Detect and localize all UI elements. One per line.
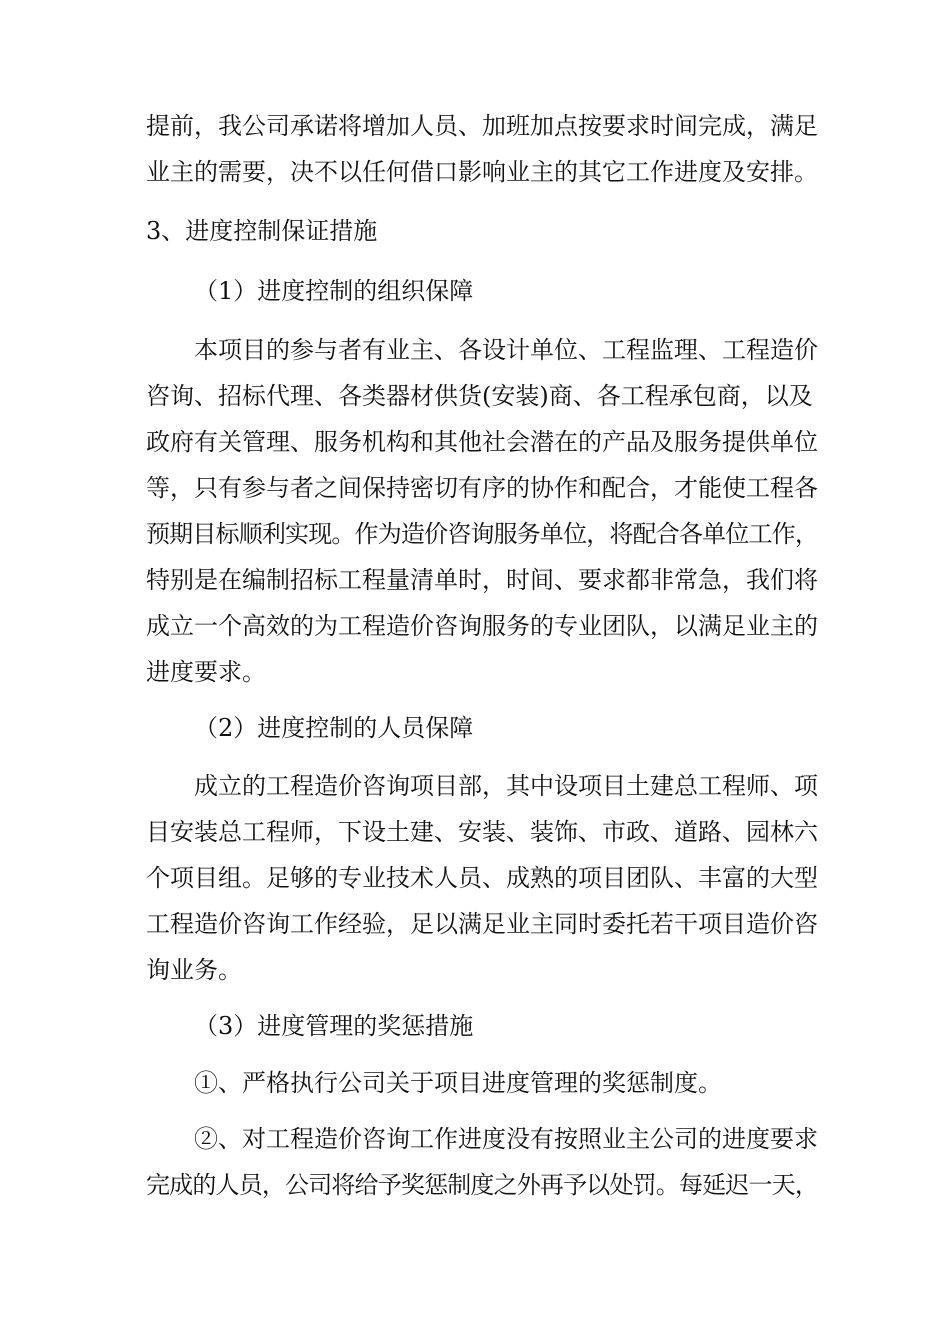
paragraph-item-2 [146, 1116, 818, 1208]
text-line: 个项目组。足够的专业技术人员、成熟的项目团队、丰富的大型 [146, 864, 818, 892]
text-line: 本项目的参与者有业主、各设计单位、工程监理、工程造价 [194, 336, 818, 364]
paragraph-organization [146, 327, 818, 695]
text-line: 工程造价咨询工作经验，足以满足业主同时委托若干项目造价咨 [146, 910, 818, 938]
text-line: 询业务。 [146, 956, 242, 984]
subsection-heading-2 [146, 705, 818, 751]
text-line: 特别是在编制招标工程量清单时，时间、要求都非常急，我们将 [146, 566, 818, 594]
text-line: 业主的需要，决不以任何借口影响业主的其它工作进度及安排。 [146, 158, 818, 186]
text-line: 完成的人员，公司将给予奖惩制度之外再予以处罚。每延迟一天， [146, 1171, 818, 1199]
text-line: 成立的工程造价咨询项目部，其中设项目土建总工程师、项 [194, 772, 818, 800]
text-line: 预期目标顺利实现。作为造价咨询服务单位，将配合各单位工作， [146, 520, 818, 548]
heading-text: （1）进度控制的组织保障 [194, 277, 474, 305]
text-line: ②、对工程造价咨询工作进度没有按照业主公司的进度要求 [194, 1125, 818, 1153]
subsection-heading-3 [146, 1003, 818, 1049]
text-line: 政府有关管理、服务机构和其他社会潜在的产品及服务提供单位 [146, 428, 818, 456]
text-line: ①、严格执行公司关于项目进度管理的奖惩制度。 [194, 1069, 722, 1097]
heading-text: （3）进度管理的奖惩措施 [194, 1012, 474, 1040]
subsection-heading-1 [146, 268, 818, 314]
heading-text: 3、进度控制保证措施 [146, 217, 378, 245]
text-line: 进度要求。 [146, 658, 266, 686]
paragraph-item-1 [146, 1060, 818, 1106]
section-heading [146, 208, 818, 254]
text-line: 目安装总工程师，下设土建、安装、装饰、市政、道路、园林六 [146, 818, 818, 846]
text-line: 等，只有参与者之间保持密切有序的协作和配合，才能使工程各 [146, 474, 818, 502]
text-line: 提前，我公司承诺将增加人员、加班加点按要求时间完成，满足 [146, 112, 818, 140]
paragraph-intro [146, 103, 818, 195]
paragraph-personnel [146, 763, 818, 993]
heading-text: （2）进度控制的人员保障 [194, 714, 474, 742]
text-line: 咨询、招标代理、各类器材供货(安装)商、各工程承包商，以及 [146, 382, 813, 410]
text-line: 成立一个高效的为工程造价咨询服务的专业团队，以满足业主的 [146, 612, 818, 640]
